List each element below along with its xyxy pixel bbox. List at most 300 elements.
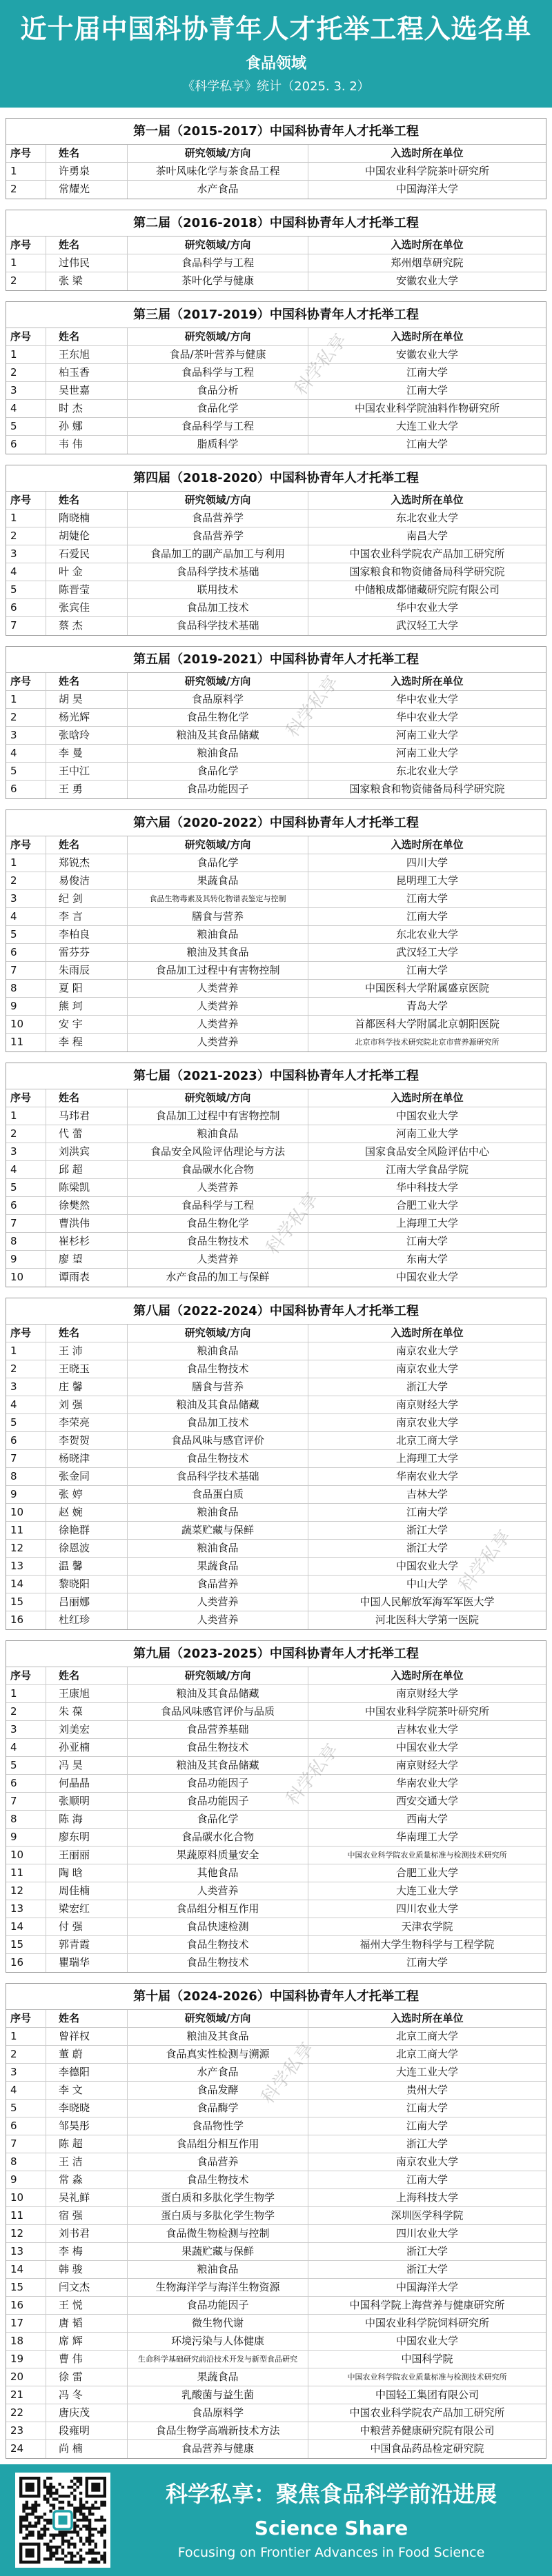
row-index: 4 <box>6 563 46 581</box>
row-index: 1 <box>6 2028 46 2045</box>
person-name: 王 勇 <box>46 781 128 798</box>
research-field: 食品生物化学 <box>128 709 308 726</box>
table-row <box>6 2422 546 2440</box>
affiliation: 四川农业大学 <box>395 1902 458 1915</box>
table-header-row <box>6 673 546 691</box>
table-row <box>6 1558 546 1576</box>
research-field: 食品科学与工程 <box>128 418 308 435</box>
row-index: 14 <box>6 2261 46 2278</box>
table-row <box>6 1414 546 1432</box>
affiliation: 中国农业科学院农业质量标准与检测技术研究所 <box>347 2373 507 2382</box>
row-index: 5 <box>6 1179 46 1196</box>
row-index: 1 <box>6 691 46 708</box>
research-field: 粮油及其食品 <box>128 944 308 961</box>
person-name: 梁宏红 <box>46 1900 128 1918</box>
table-row <box>6 2028 546 2046</box>
person-name: 吴世嘉 <box>46 382 128 399</box>
table-row <box>6 2082 546 2100</box>
person-name: 马玮君 <box>46 1107 128 1125</box>
column-header-index: 序号 <box>6 1089 46 1107</box>
research-field: 食品酶学 <box>128 2100 308 2117</box>
person-name: 温 馨 <box>46 1558 128 1575</box>
watermark: 科学私享 <box>282 672 343 742</box>
person-name: 郑锐杰 <box>46 854 128 872</box>
research-field: 食品组分相互作用 <box>128 2135 308 2153</box>
column-header-index: 序号 <box>6 836 46 854</box>
qr-finder-pattern <box>86 2477 106 2497</box>
column-header-name: 姓名 <box>46 492 128 509</box>
page-title: 近十届中国科协青年人才托举工程入选名单 <box>20 14 532 44</box>
section-table-9 <box>6 1640 546 1973</box>
affiliation: 西南大学 <box>406 1813 448 1825</box>
qr-code-icon <box>15 2473 110 2568</box>
person-name: 李柏良 <box>46 926 128 943</box>
person-name: 纪 剑 <box>46 890 128 907</box>
row-index: 7 <box>6 617 46 635</box>
row-index: 1 <box>6 854 46 872</box>
table-row <box>6 581 546 599</box>
person-name: 孙亚楠 <box>46 1739 128 1756</box>
research-field: 膳食与营养 <box>128 908 308 925</box>
affiliation: 安徽农业大学 <box>395 348 458 361</box>
table-row <box>6 1757 546 1775</box>
column-header-field: 研究领域/方向 <box>128 2010 308 2027</box>
research-field: 食品生物技术 <box>128 1739 308 1756</box>
watermark: 科学私享 <box>455 1526 515 1596</box>
table-row <box>6 2279 546 2297</box>
affiliation: 青岛大学 <box>406 1000 448 1012</box>
row-index: 12 <box>6 1540 46 1557</box>
section-table-7 <box>6 1063 546 1287</box>
person-name: 吕丽娜 <box>46 1593 128 1611</box>
row-index: 15 <box>6 1936 46 1953</box>
research-field: 食品化学 <box>128 854 308 872</box>
table-row <box>6 890 546 908</box>
row-index: 6 <box>6 1775 46 1792</box>
affiliation: 中国海洋大学 <box>395 2281 458 2293</box>
table-row <box>6 400 546 418</box>
table-row <box>6 2440 546 2458</box>
table-header-row <box>6 145 546 163</box>
table-header-row <box>6 328 546 346</box>
research-field: 果蔬食品 <box>128 1558 308 1575</box>
affiliation: 中国食品药品检定研究院 <box>370 2442 484 2455</box>
research-field: 果蔬食品 <box>128 2368 308 2386</box>
footer-slogan: 科学私享：聚焦食品科学前沿进展 <box>165 2481 497 2507</box>
person-name: 胡婕伦 <box>46 527 128 545</box>
person-name: 唐庆茂 <box>46 2404 128 2422</box>
research-field: 环境污染与人体健康 <box>128 2333 308 2350</box>
section-title: 第六届（2020-2022）中国科协青年人才托举工程 <box>6 810 546 836</box>
column-header-name: 姓名 <box>46 237 128 254</box>
person-name: 庄 馨 <box>46 1378 128 1396</box>
research-field: 人类营养 <box>128 1016 308 1033</box>
table-row <box>6 980 546 998</box>
person-name: 易俊洁 <box>46 872 128 889</box>
row-index: 12 <box>6 2225 46 2242</box>
person-name: 过伟民 <box>46 254 128 272</box>
research-field: 食品快速检测 <box>128 1918 308 1935</box>
row-index: 10 <box>6 1504 46 1521</box>
research-field: 食品生物技术 <box>128 1954 308 1972</box>
research-field: 食品化学 <box>128 400 308 417</box>
row-index: 2 <box>6 181 46 199</box>
row-index: 2 <box>6 709 46 726</box>
column-header-unit: 入选时所在单位 <box>391 675 464 687</box>
person-name: 王东旭 <box>46 346 128 363</box>
table-row <box>6 599 546 617</box>
column-header-field: 研究领域/方向 <box>128 836 308 854</box>
person-name: 代 蕾 <box>46 1125 128 1143</box>
research-field: 果蔬贮藏与保鲜 <box>128 2243 308 2260</box>
person-name: 刘书君 <box>46 2225 128 2242</box>
affiliation: 合肥工业大学 <box>395 1199 458 1211</box>
row-index: 10 <box>6 2189 46 2206</box>
table-row <box>6 1179 546 1197</box>
section-title: 第五届（2019-2021）中国科协青年人才托举工程 <box>6 647 546 673</box>
section-title: 第二届（2016-2018）中国科协青年人才托举工程 <box>6 210 546 237</box>
row-index: 7 <box>6 2135 46 2153</box>
column-header-field: 研究领域/方向 <box>128 1089 308 1107</box>
research-field: 食品化学 <box>128 763 308 780</box>
research-field: 食品加工过程中有害物控制 <box>128 962 308 979</box>
research-field: 果蔬原料质量安全 <box>128 1847 308 1864</box>
table-row <box>6 1811 546 1829</box>
person-name: 杨晓津 <box>46 1450 128 1467</box>
affiliation: 四川大学 <box>406 856 448 869</box>
table-row <box>6 1739 546 1757</box>
research-field: 食品/茶叶营养与健康 <box>128 346 308 363</box>
affiliation: 东北农业大学 <box>395 512 458 524</box>
affiliation: 国家食品安全风险评估中心 <box>364 1145 489 1158</box>
table-row <box>6 364 546 382</box>
table-row <box>6 2100 546 2117</box>
research-field: 蛋白质和多肽化学生物学 <box>128 2189 308 2206</box>
affiliation: 东北农业大学 <box>395 765 458 777</box>
table-row <box>6 527 546 545</box>
row-index: 11 <box>6 1522 46 1539</box>
table-row <box>6 1233 546 1251</box>
table-row <box>6 1378 546 1396</box>
person-name: 廖 望 <box>46 1251 128 1268</box>
affiliation: 中国轻工集团有限公司 <box>375 2388 479 2401</box>
research-field: 食品科学与工程 <box>128 254 308 272</box>
affiliation: 浙江大学 <box>406 2137 448 2150</box>
table-row <box>6 1685 546 1703</box>
affiliation: 江南大学 <box>406 964 448 976</box>
affiliation: 东南大学 <box>406 1253 448 1265</box>
table-row <box>6 1342 546 1360</box>
row-index: 1 <box>6 346 46 363</box>
research-field: 食品风味与感官评价 <box>128 1432 308 1449</box>
table-row <box>6 2261 546 2279</box>
row-index: 10 <box>6 1847 46 1864</box>
row-index: 12 <box>6 1882 46 1900</box>
table-row <box>6 908 546 926</box>
sections-container <box>6 108 546 2459</box>
row-index: 5 <box>6 1757 46 1774</box>
table-row <box>6 163 546 181</box>
table-row <box>6 763 546 781</box>
table-row <box>6 1611 546 1629</box>
affiliation: 东北农业大学 <box>395 928 458 940</box>
table-row <box>6 1125 546 1143</box>
research-field: 粮油食品 <box>128 1342 308 1360</box>
research-field: 果蔬食品 <box>128 872 308 889</box>
row-index: 11 <box>6 1034 46 1051</box>
affiliation: 天津农学院 <box>401 1920 453 1933</box>
affiliation: 南京农业大学 <box>395 1345 458 1357</box>
row-index: 3 <box>6 1721 46 1738</box>
affiliation: 中国农业科学院农业质量标准与检测技术研究所 <box>347 1851 507 1860</box>
table-row <box>6 1468 546 1486</box>
row-index: 24 <box>6 2440 46 2458</box>
research-field: 食品营养学 <box>128 527 308 545</box>
table-row <box>6 1954 546 1972</box>
row-index: 6 <box>6 436 46 454</box>
row-index: 3 <box>6 1143 46 1160</box>
table-row <box>6 2297 546 2315</box>
person-name: 刘美宏 <box>46 1721 128 1738</box>
qr-finder-pattern <box>19 2477 40 2497</box>
row-index: 5 <box>6 763 46 780</box>
row-index: 1 <box>6 163 46 180</box>
person-name: 韦 伟 <box>46 436 128 454</box>
affiliation: 华南农业大学 <box>395 1777 458 1789</box>
table-row <box>6 1197 546 1215</box>
table-row <box>6 2135 546 2153</box>
watermark: 科学私享 <box>262 1189 323 1259</box>
row-index: 4 <box>6 908 46 925</box>
row-index: 1 <box>6 510 46 527</box>
row-index: 5 <box>6 2100 46 2117</box>
column-header-index: 序号 <box>6 328 46 345</box>
person-name: 蔡 杰 <box>46 617 128 635</box>
research-field: 人类营养 <box>128 1251 308 1268</box>
watermark: 科学私享 <box>257 2038 318 2109</box>
research-field: 食品功能因子 <box>128 1793 308 1810</box>
affiliation: 中国农业科学院茶叶研究所 <box>364 165 489 177</box>
table-row <box>6 1882 546 1900</box>
person-name: 王 洁 <box>46 2153 128 2171</box>
column-header-index: 序号 <box>6 2010 46 2027</box>
row-index: 1 <box>6 1685 46 1702</box>
research-field: 人类营养 <box>128 980 308 997</box>
person-name: 胡 昊 <box>46 691 128 708</box>
person-name: 夏 阳 <box>46 980 128 997</box>
row-index: 9 <box>6 2171 46 2188</box>
row-index: 13 <box>6 1558 46 1575</box>
affiliation: 华中农业大学 <box>395 601 458 614</box>
affiliation: 上海理工大学 <box>395 1217 458 1229</box>
research-field: 联用技术 <box>128 581 308 598</box>
research-field: 粮油食品 <box>128 2261 308 2278</box>
research-field: 食品加工技术 <box>128 599 308 616</box>
research-field: 人类营养 <box>128 1611 308 1629</box>
table-row <box>6 1829 546 1847</box>
table-row <box>6 2171 546 2189</box>
table-row <box>6 1251 546 1269</box>
research-field: 食品微生物检测与控制 <box>128 2225 308 2242</box>
affiliation: 江南大学 <box>406 2102 448 2114</box>
person-name: 瞿瑞华 <box>46 1954 128 1972</box>
table-row <box>6 1900 546 1918</box>
column-header-unit: 入选时所在单位 <box>391 330 464 343</box>
stats-note: 《科学私享》统计（2025. 3. 2） <box>182 79 370 94</box>
row-index: 16 <box>6 1611 46 1629</box>
column-header-field: 研究领域/方向 <box>128 145 308 162</box>
table-row <box>6 2207 546 2225</box>
research-field: 食品营养基础 <box>128 1721 308 1738</box>
table-row <box>6 691 546 709</box>
row-index: 8 <box>6 2153 46 2171</box>
column-header-name: 姓名 <box>46 2010 128 2027</box>
row-index: 21 <box>6 2386 46 2404</box>
row-index: 20 <box>6 2368 46 2386</box>
person-name: 冯 冬 <box>46 2386 128 2404</box>
research-field: 食品生物技术 <box>128 1450 308 1467</box>
research-field: 蔬菜贮藏与保鲜 <box>128 1522 308 1539</box>
section-table-4 <box>6 465 546 636</box>
person-name: 郭青霞 <box>46 1936 128 1953</box>
header-band <box>0 0 552 108</box>
person-name: 王中江 <box>46 763 128 780</box>
row-index: 2 <box>6 872 46 889</box>
affiliation: 中国农业大学 <box>395 1560 458 1572</box>
row-index: 7 <box>6 1450 46 1467</box>
table-row <box>6 1215 546 1233</box>
row-index: 10 <box>6 1016 46 1033</box>
table-row <box>6 854 546 872</box>
row-index: 4 <box>6 1161 46 1178</box>
affiliation: 河南工业大学 <box>395 747 458 759</box>
qr-code-graphic <box>19 2477 106 2564</box>
person-name: 李 程 <box>46 1034 128 1051</box>
person-name: 曹洪伟 <box>46 1215 128 1232</box>
affiliation: 昆明理工大学 <box>395 874 458 887</box>
affiliation: 中国农业大学 <box>395 1109 458 1122</box>
row-index: 9 <box>6 1829 46 1846</box>
row-index: 7 <box>6 1793 46 1810</box>
person-name: 张晗玲 <box>46 727 128 744</box>
affiliation: 江南大学食品学院 <box>385 1163 469 1176</box>
research-field: 膳食与营养 <box>128 1378 308 1396</box>
table-row <box>6 1918 546 1936</box>
row-index: 8 <box>6 980 46 997</box>
affiliation: 中国农业大学 <box>395 2335 458 2347</box>
person-name: 曾祥权 <box>46 2028 128 2045</box>
column-header-name: 姓名 <box>46 145 128 162</box>
person-name: 李 梅 <box>46 2243 128 2260</box>
research-field: 食品功能因子 <box>128 1775 308 1792</box>
person-name: 宿 强 <box>46 2207 128 2224</box>
table-row <box>6 1107 546 1125</box>
affiliation: 大连工业大学 <box>395 2066 458 2078</box>
person-name: 崔杉杉 <box>46 1233 128 1250</box>
section-table-6 <box>6 809 546 1052</box>
person-name: 闫文杰 <box>46 2279 128 2296</box>
row-index: 4 <box>6 745 46 762</box>
row-index: 1 <box>6 254 46 272</box>
table-row <box>6 745 546 763</box>
affiliation: 中国医科大学附属盛京医院 <box>364 982 489 994</box>
table-row <box>6 2404 546 2422</box>
affiliation: 江南大学 <box>406 2120 448 2132</box>
research-field: 食品安全风险评估理论与方法 <box>128 1143 308 1160</box>
person-name: 陶 晗 <box>46 1864 128 1882</box>
row-index: 3 <box>6 727 46 744</box>
row-index: 2 <box>6 1703 46 1720</box>
research-field: 茶叶风味化学与茶食品工程 <box>128 163 308 180</box>
row-index: 10 <box>6 1269 46 1287</box>
affiliation: 首都医科大学附属北京朝阳医院 <box>354 1018 500 1030</box>
affiliation: 江南大学 <box>406 910 448 923</box>
column-header-name: 姓名 <box>46 1667 128 1684</box>
research-field: 蛋白质与多肽化学生物学 <box>128 2207 308 2224</box>
research-field: 生物海洋学与海洋生物资源 <box>128 2279 308 2296</box>
table-row <box>6 2189 546 2207</box>
row-index: 2 <box>6 272 46 290</box>
affiliation: 浙江大学 <box>406 1380 448 1393</box>
table-row <box>6 1161 546 1179</box>
affiliation: 华南农业大学 <box>395 1470 458 1482</box>
table-row <box>6 254 546 272</box>
watermark: 科学私享 <box>290 330 351 400</box>
person-name: 周佳楠 <box>46 1882 128 1900</box>
research-field: 粮油食品 <box>128 745 308 762</box>
affiliation: 中国农业大学 <box>395 1271 458 1283</box>
row-index: 2 <box>6 1360 46 1378</box>
section-title: 第三届（2017-2019）中国科协青年人才托举工程 <box>6 302 546 328</box>
person-name: 董 蔚 <box>46 2046 128 2063</box>
affiliation: 大连工业大学 <box>395 420 458 432</box>
section-table-3 <box>6 301 546 454</box>
affiliation: 中国农业科学院农产品加工研究所 <box>349 547 505 560</box>
research-field: 水产食品的加工与保鲜 <box>128 1269 308 1287</box>
affiliation: 江南大学 <box>406 366 448 379</box>
table-header-row <box>6 1089 546 1107</box>
research-field: 食品生物化学 <box>128 1215 308 1232</box>
row-index: 6 <box>6 1432 46 1449</box>
affiliation: 中国人民解放军海军军医大学 <box>359 1596 495 1608</box>
person-name: 石爱民 <box>46 545 128 563</box>
table-row <box>6 1450 546 1468</box>
affiliation: 河南工业大学 <box>395 729 458 741</box>
row-index: 9 <box>6 998 46 1015</box>
row-index: 1 <box>6 1107 46 1125</box>
table-row <box>6 2046 546 2064</box>
affiliation: 贵州大学 <box>406 2084 448 2096</box>
table-row <box>6 2153 546 2171</box>
table-row <box>6 998 546 1016</box>
table-row <box>6 1793 546 1811</box>
research-field: 食品发酵 <box>128 2082 308 2099</box>
row-index: 18 <box>6 2333 46 2350</box>
affiliation: 中国海洋大学 <box>395 183 458 195</box>
row-index: 6 <box>6 781 46 798</box>
person-name: 黎晓阳 <box>46 1576 128 1593</box>
affiliation: 华中农业大学 <box>395 693 458 705</box>
research-field: 食品功能因子 <box>128 2297 308 2314</box>
row-index: 23 <box>6 2422 46 2439</box>
affiliation: 中国农业科学院饲料研究所 <box>364 2317 489 2329</box>
table-header-row <box>6 2010 546 2028</box>
affiliation: 华中科技大学 <box>395 1181 458 1194</box>
table-row <box>6 1143 546 1161</box>
row-index: 8 <box>6 1468 46 1485</box>
row-index: 3 <box>6 382 46 399</box>
person-name: 李晓晓 <box>46 2100 128 2117</box>
